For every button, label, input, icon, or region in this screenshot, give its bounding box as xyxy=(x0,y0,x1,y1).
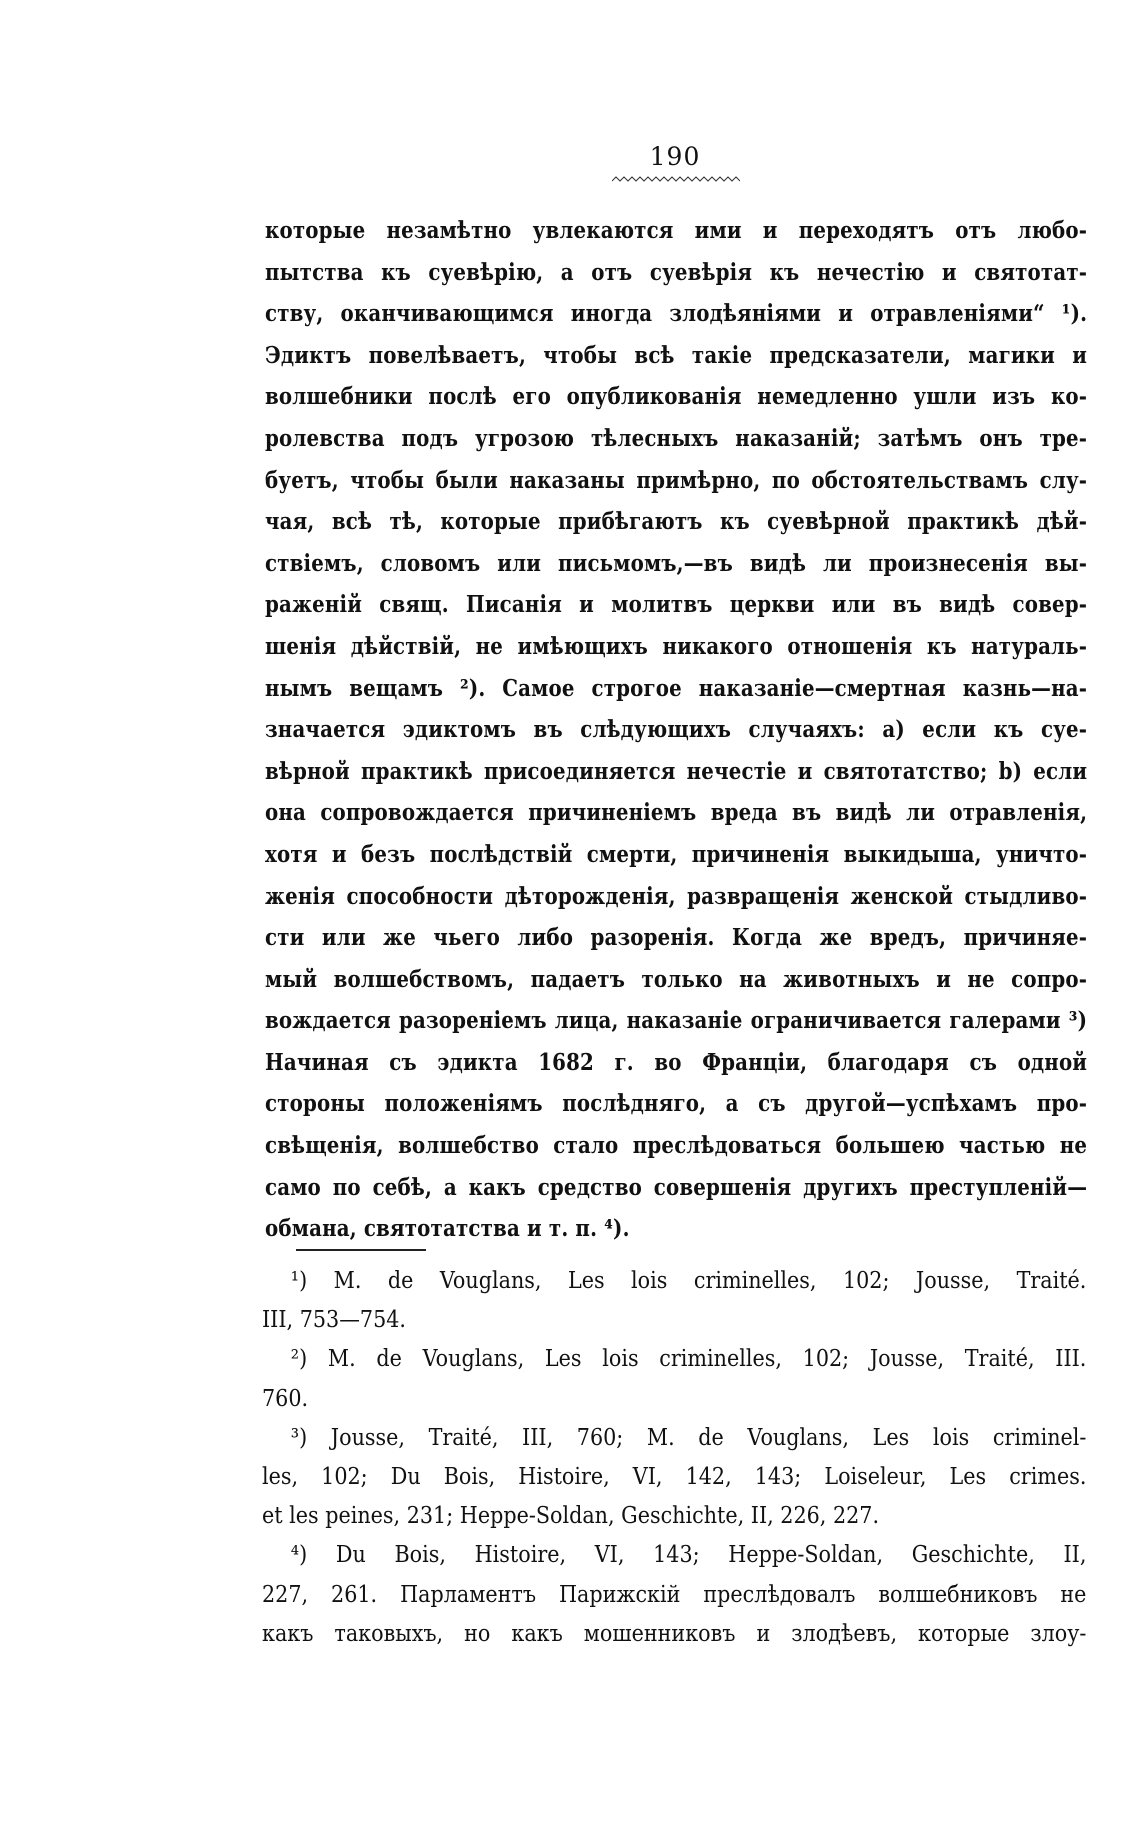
text-line: которые незамѣтно увлекаются ими и переходятъ отъ любо- xyxy=(265,217,1088,244)
text-line: Эдиктъ повелѣваетъ, чтобы всѣ такіе предсказатели, магики и xyxy=(265,341,1088,369)
text-line: Начиная съ эдикта 1682 г. во Франціи, благодаря съ одной xyxy=(265,1048,1088,1076)
text-line: женія способности дѣторожденія, развращенія женской стыдливо- xyxy=(265,882,1088,910)
text-line: стороны положеніямъ послѣдняго, а съ другой—успѣхамъ про- xyxy=(265,1090,1088,1118)
footnotes-block xyxy=(262,1262,1087,1654)
footnote-line: 760. xyxy=(262,1385,309,1412)
text-line: она сопровождается причиненіемъ вреда въ видѣ ли отравленія, xyxy=(265,799,1088,827)
text-line: хотя и безъ послѣдствій смерти, причиненія выкидыша, уничто- xyxy=(265,840,1088,868)
footnote-line: ⁴) Du Bois, Histoire, VI, 143; Heppe-Soldan, Geschichte, II, xyxy=(290,1542,1087,1569)
footnote-separator xyxy=(296,1249,426,1251)
footnote-line: ¹) M. de Vouglans, Les lois criminelles, 102; Jousse, Traité. xyxy=(290,1268,1087,1294)
text-line: ствіемъ, словомъ или письмомъ,—въ видѣ ли произнесенія вы- xyxy=(265,549,1088,577)
footnote-line: les, 102; Du Bois, Histoire, VI, 142, 143; Loiseleur, Les crimes. xyxy=(262,1463,1087,1490)
footnote-line: ²) M. de Vouglans, Les lois criminelles, 102; Jousse, Traité, III. xyxy=(290,1346,1087,1373)
page-number-ornament xyxy=(612,175,740,183)
text-line: раженій свящ. Писанія и молитвъ церкви или въ видѣ совер- xyxy=(265,591,1088,619)
main-text-block xyxy=(265,210,1087,1250)
footnote-line: ³) Jousse, Traité, III, 760; M. de Vouglans, Les lois criminel- xyxy=(290,1424,1087,1451)
page-number: 190 xyxy=(649,142,701,171)
text-line: чая, всѣ тѣ, которые прибѣгаютъ къ суевѣрной практикѣ дѣй- xyxy=(265,508,1088,536)
text-line: нымъ вещамъ ²). Самое строгое наказаніе—смертная казнь—на- xyxy=(265,674,1088,702)
text-line: буетъ, чтобы были наказаны примѣрно, по обстоятельствамъ слу- xyxy=(265,466,1088,494)
text-line: значается эдиктомъ въ слѣдующихъ случаяхъ: a) если къ суе- xyxy=(265,716,1088,744)
footnote-line: какъ таковыхъ, но какъ мошенниковъ и злодѣевъ, которые злоу- xyxy=(262,1620,1087,1647)
text-line: мый волшебствомъ, падаетъ только на животныхъ и не сопро- xyxy=(265,965,1088,993)
text-line: сти или же чьего либо разоренія. Когда же вредъ, причиняе- xyxy=(265,924,1088,952)
text-line: волшебники послѣ его опубликованія немедленно ушли изъ ко- xyxy=(265,383,1088,411)
footnote-line: 227, 261. Парламентъ Парижскій преслѣдовалъ волшебниковъ не xyxy=(262,1581,1087,1608)
text-line: вѣрной практикѣ присоединяется нечестіе и святотатство; b) если xyxy=(265,757,1088,785)
text-line: пытства къ суевѣрію, а отъ суевѣрія къ нечестію и святотат- xyxy=(265,258,1088,286)
footnote-line: et les peines, 231; Heppe-Soldan, Geschichte, II, 226, 227. xyxy=(262,1503,880,1530)
text-line: ролевства подъ угрозою тѣлесныхъ наказаній; затѣмъ онъ тре- xyxy=(265,424,1088,452)
text-line: само по себѣ, а какъ средство совершенія другихъ преступленій— xyxy=(265,1173,1088,1201)
footnote-line: III, 753—754. xyxy=(262,1307,406,1334)
text-line: обмана, святотатства и т. п. ⁴). xyxy=(265,1215,630,1243)
text-line: вождается разореніемъ лица, наказаніе ограничивается галерами ³) xyxy=(265,1007,1088,1035)
text-line: свѣщенія, волшебство стало преслѣдоваться большею частью не xyxy=(265,1132,1088,1160)
text-line: ству, оканчивающимся иногда злодѣяніями и отравленіями“ ¹). xyxy=(265,300,1088,328)
text-line: шенія дѣйствій, не имѣющихъ никакого отношенія къ натураль- xyxy=(265,632,1088,660)
